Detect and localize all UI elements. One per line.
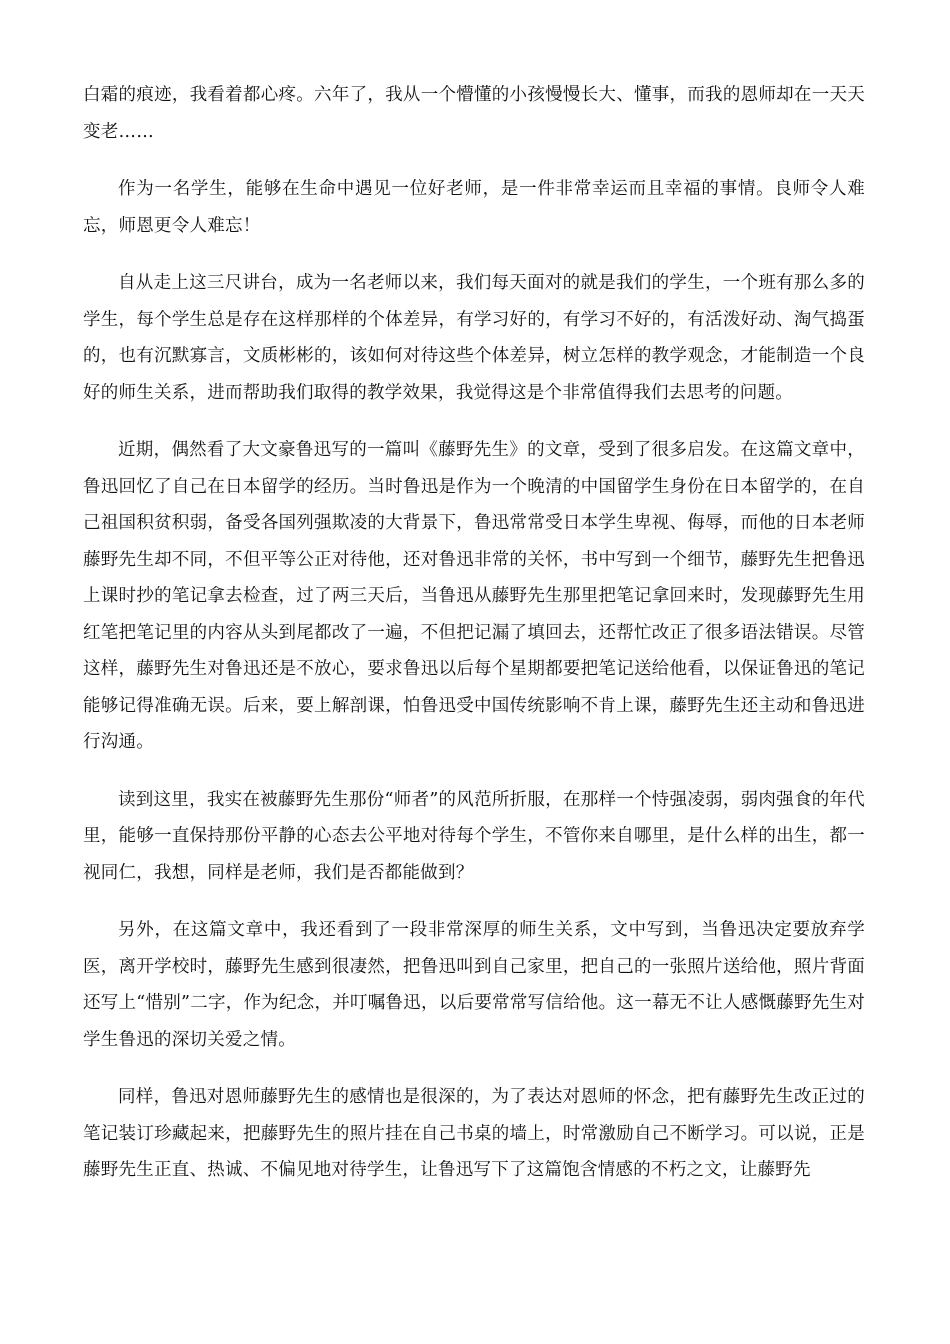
paragraph-continuation: 白霜的痕迹，我看着都心疼。六年了，我从一个懵懂的小孩慢慢长大、懂事，而我的恩师却在一天天变老…… [83, 85, 865, 142]
paragraph-farewell: 另外，在这篇文章中，我还看到了一段非常深厚的师生关系，文中写到，当鲁迅决定要放弃学医，离开学校时，藤野先生感到很凄然，把鲁迅叫到自己家里，把自己的一张照片送给他，照片背面还写上“惜别”二字，作为纪念，并叮嘱鲁迅，以后要常常写信给他。这一幕无不让人感慨藤野先生对学生鲁迅的深切关爱之情。 [83, 920, 865, 1050]
paragraph-teaching-reflection: 自从走上这三尺讲台，成为一名老师以来，我们每天面对的就是我们的学生，一个班有那么多的学生，每个学生总是存在这样那样的个体差异，有学习好的，有学习不好的，有活泼好动、淘气捣蛋的，也有沉默寡言，文质彬彬的，该如何对待这些个体差异，树立怎样的教学观念，才能制造一个良好的师生关系，进而帮助我们取得的教学效果，我觉得这是个非常值得我们去思考的问题。 [83, 273, 865, 403]
document-page [83, 77, 865, 1210]
paragraph-lu-xun-gratitude: 同样，鲁迅对恩师藤野先生的感情也是很深的，为了表达对恩师的怀念，把有藤野先生改正过的笔记装订珍藏起来，把藤野先生的照片挂在自己书桌的墙上，时常激励自己不断学习。可以说，正是藤野先生正直、热诚、不偏见地对待学生，让鲁迅写下了这篇饱含情感的不朽之文，让藤野先 [83, 1087, 865, 1180]
paragraph-fujino-story: 近期，偶然看了大文豪鲁迅写的一篇叫《藤野先生》的文章，受到了很多启发。在这篇文章中，鲁迅回忆了自己在日本留学的经历。当时鲁迅是作为一个晚清的中国留学生身份在日本留学的，在自己祖国积贫积弱，备受各国列强欺凌的大背景下，鲁迅常常受日本学生卑视、侮辱，而他的日本老师藤野先生却不同，不但平等公正对待他，还对鲁迅非常的关怀，书中写到一个细节，藤野先生把鲁迅上课时抄的笔记拿去检查，过了两三天后，当鲁迅从藤野先生那里把笔记拿回来时，发现藤野先生用红笔把笔记里的内容从头到尾都改了一遍，不但把记漏了填回去，还帮忙改正了很多语法错误。尽管这样，藤野先生对鲁迅还是不放心，要求鲁迅以后每个星期都要把笔记送给他看，以保证鲁迅的笔记能够记得准确无误。后来，要上解剖课，怕鲁迅受中国传统影响不肯上课，藤野先生还主动和鲁迅进行沟通。 [83, 440, 865, 752]
paragraph-teacher-demeanor: 读到这里，我实在被藤野先生那份“师者”的风范所折服，在那样一个恃强凌弱，弱肉强食的年代里，能够一直保持那份平静的心态去公平地对待每个学生，不管你来自哪里，是什么样的出生，都一视同仁，我想，同样是老师，我们是否都能做到？ [83, 789, 865, 883]
paragraph-good-teacher: 作为一名学生，能够在生命中遇见一位好老师，是一件非常幸运而且幸福的事情。良师令人难忘，师恩更令人难忘！ [83, 179, 865, 236]
